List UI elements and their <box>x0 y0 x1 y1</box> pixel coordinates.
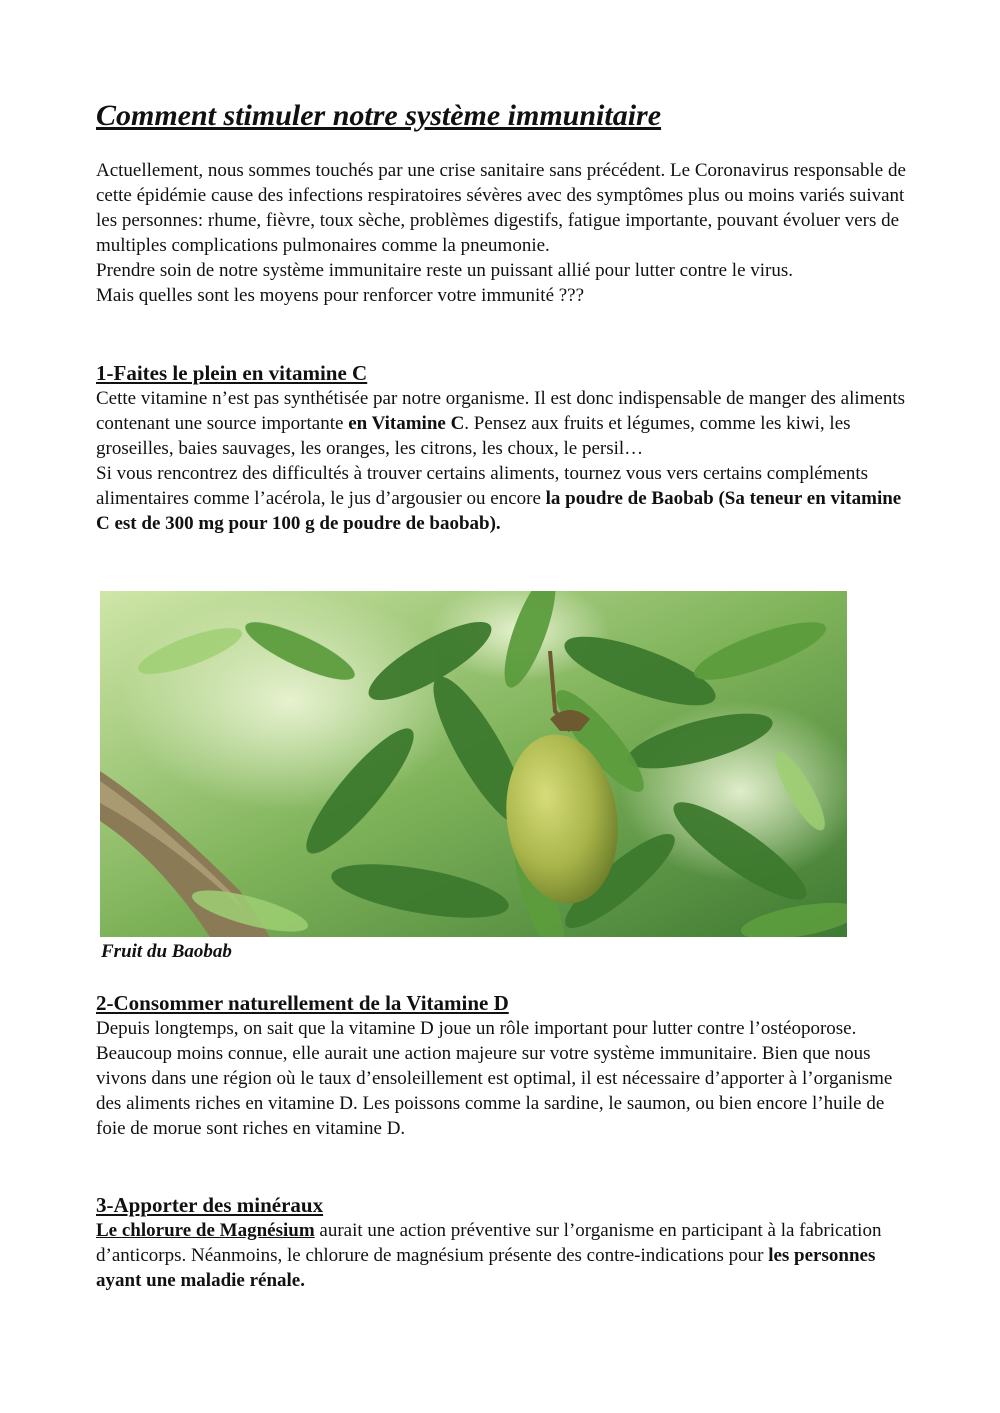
intro-text-2: Prendre soin de notre système immunitaire reste un puissant allié pour lutter contre le virus. <box>96 260 794 281</box>
section-3-text: aurait une action préventive sur l’organisme en participant à la fabrication d’anticorps. Néanmoins, le chlorure de magnésium présente des contre-indications pour <box>96 1220 882 1266</box>
section-2-paragraph: Depuis longtemps, on sait que la vitamine D joue un rôle important pour lutter contre l’ostéoporose. Beaucoup moins connue, elle aurait une action majeure sur votre système immunitaire. Bien que nous vivons dans une région où le taux d’ensoleillement est optimal, il est nécessaire d’apporter à l’organisme des aliments riches en vitamine D. Les poissons comme la sardine, le saumon, ou bien encore l’huile de foie de morue sont riches en vitamine D. <box>96 1018 893 1139</box>
section-3-paragraph <box>96 1218 916 1293</box>
baobab-tree-illustration <box>100 591 847 937</box>
image-caption: Fruit du Baobab <box>101 941 232 962</box>
baobab-photo <box>100 591 847 937</box>
section-3-bold: les personnes ayant une maladie rénale. <box>96 1245 876 1291</box>
section-1-text-c: Si vous rencontrez des difficultés à trouver certains aliments, tournez vous vers certains compléments alimentaires comme l’acérola, le jus d’argousier ou encore <box>96 463 869 509</box>
document-title: Comment stimuler notre système immunitaire <box>96 99 662 132</box>
section-3-heading: 3-Apporter des minéraux <box>96 1193 324 1217</box>
section-1-bold: en Vitamine C <box>348 413 465 434</box>
section-1-bold-2: la poudre de Baobab (Sa teneur en vitamine C est de 300 mg pour 100 g de poudre de baobab). <box>96 488 902 534</box>
intro-text-3: Mais quelles sont les moyens pour renforcer votre immunité ??? <box>96 285 585 306</box>
intro-paragraph <box>96 158 916 308</box>
section-1-paragraph <box>96 386 916 536</box>
section-1-heading: 1-Faites le plein en vitamine C <box>96 361 368 385</box>
section-1-text-a: Cette vitamine n’est pas synthétisée par notre organisme. Il est donc indispensable de manger des aliments contenant une source importante <box>96 388 906 434</box>
section-3-bold-underlined: Le chlorure de Magnésium <box>96 1220 315 1241</box>
section-2-heading: 2-Consommer naturellement de la Vitamine D <box>96 991 509 1015</box>
intro-text-1: Actuellement, nous sommes touchés par une crise sanitaire sans précédent. Le Coronavirus responsable de cette épidémie cause des infections respiratoires sévères avec des symptômes plus ou moins variés suivant les personnes: rhume, fièvre, toux sèche, problèmes digestifs, fatigue importante, pouvant évoluer vers de multiples complications pulmonaires comme la pneumonie. <box>96 160 906 256</box>
section-1-text-b: . Pensez aux fruits et légumes, comme les kiwi, les groseilles, baies sauvages, les oranges, les citrons, les choux, le persil… <box>96 413 851 459</box>
